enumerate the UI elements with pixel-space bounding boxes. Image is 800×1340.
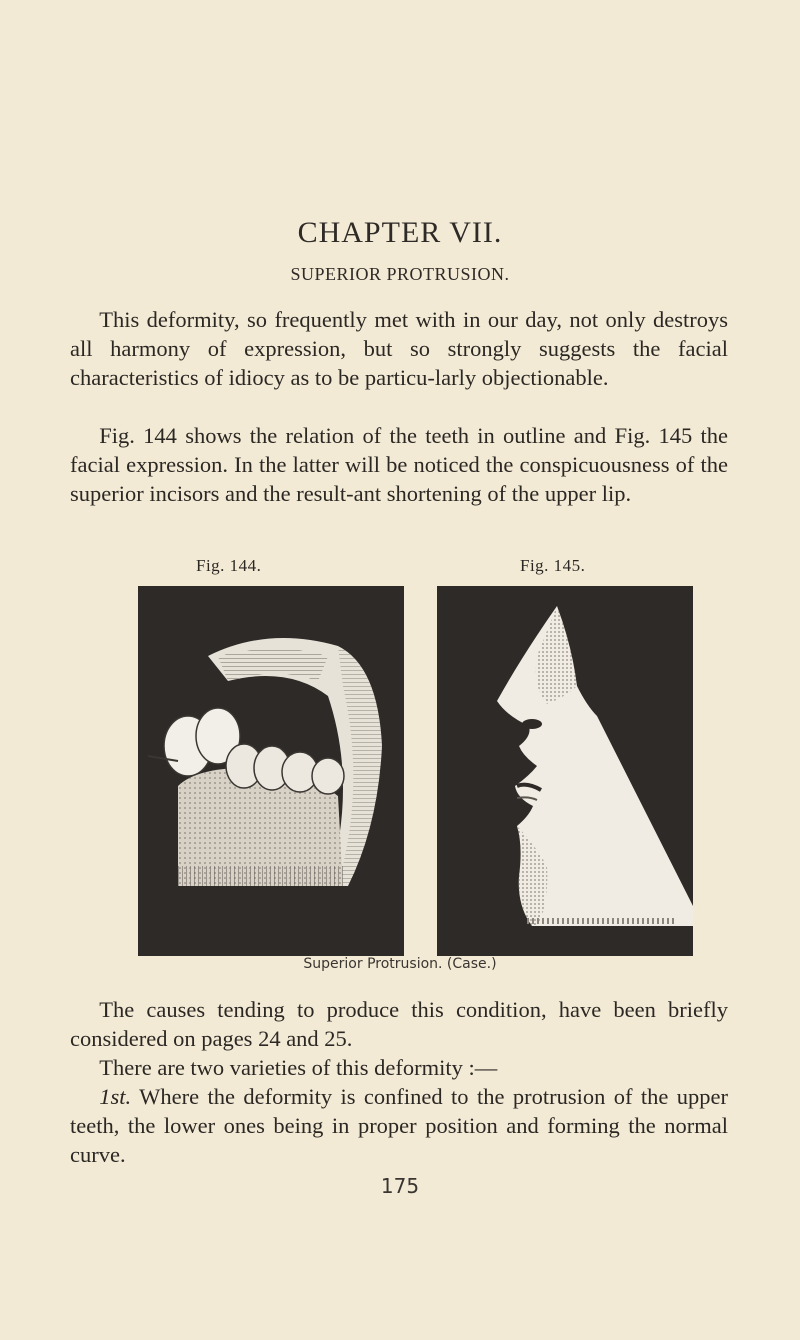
chapter-heading: CHAPTER VII. [297, 216, 503, 249]
figure-145-profile-illustration [437, 586, 693, 956]
figure-145-label: Fig. 145. [520, 556, 586, 575]
figure-144-teeth-illustration [138, 586, 404, 956]
teeth-cast-drawing [138, 586, 404, 956]
figure-caption: Superior Protrusion. (Case.) [303, 956, 497, 972]
paragraph-causes: The causes tending to produce this condition, have been briefly considered on pages 24 and 25. [70, 997, 728, 1051]
section-heading: SUPERIOR PROTRUSION. [290, 264, 510, 284]
first-variety-text: Where the deformity is confined to the protrusion of the upper teeth, the lower ones being in proper position and forming the normal curve. [70, 1084, 728, 1167]
paragraph-intro: This deformity, so frequently met with in our day, not only destroys all harmony of expression, but so strongly suggests the facial characteristics of idiocy as to be particu-larly objectionable. [70, 307, 728, 390]
first-variety-lead: 1st. [99, 1084, 132, 1109]
paragraph-figures: Fig. 144 shows the relation of the teeth in outline and Fig. 145 the facial expression. In the latter will be noticed the conspicuousness of the superior incisors and the result-ant shortening of the upper lip. [70, 423, 728, 506]
paragraph-varieties: There are two varieties of this deformity :— [99, 1055, 498, 1080]
paragraph-first-variety [70, 1082, 728, 1169]
face-profile-drawing [437, 586, 693, 956]
page-number: 175 [380, 1174, 420, 1198]
figure-144-label: Fig. 144. [196, 556, 262, 575]
